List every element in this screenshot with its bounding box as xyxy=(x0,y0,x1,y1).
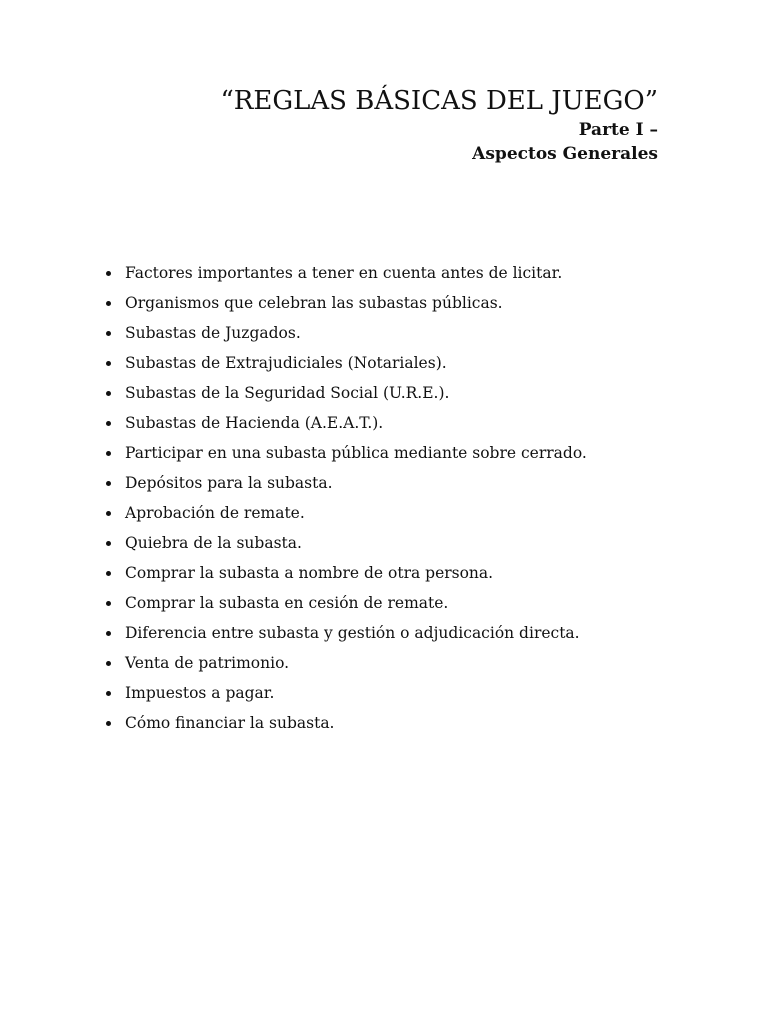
list-item xyxy=(106,438,706,468)
list-item-text: Factores importantes a tener en cuenta antes de licitar. xyxy=(125,264,563,282)
list-item-text: Comprar la subasta en cesión de remate. xyxy=(125,594,449,612)
list-item xyxy=(106,258,706,288)
list-item xyxy=(106,678,706,708)
document-subtitle-section: Aspectos Generales xyxy=(472,144,658,164)
list-item xyxy=(106,348,706,378)
list-item-text: Diferencia entre subasta y gestión o adjudicación directa. xyxy=(125,624,580,642)
bullet-icon xyxy=(106,301,111,306)
title-block xyxy=(221,84,659,166)
list-item xyxy=(106,498,706,528)
list-item xyxy=(106,588,706,618)
list-item-text: Subastas de Extrajudiciales (Notariales). xyxy=(125,354,447,372)
bullet-icon xyxy=(106,721,111,726)
list-item xyxy=(106,468,706,498)
bullet-icon xyxy=(106,271,111,276)
bullet-icon xyxy=(106,391,111,396)
list-item xyxy=(106,708,706,738)
list-item xyxy=(106,408,706,438)
bullet-icon xyxy=(106,601,111,606)
bullet-icon xyxy=(106,631,111,636)
list-item xyxy=(106,288,706,318)
bullet-icon xyxy=(106,361,111,366)
bullet-icon xyxy=(106,511,111,516)
bullet-icon xyxy=(106,571,111,576)
bullet-icon xyxy=(106,661,111,666)
list-item-text: Comprar la subasta a nombre de otra persona. xyxy=(125,564,494,582)
list-item-text: Participar en una subasta pública mediante sobre cerrado. xyxy=(125,444,587,462)
list-item-text: Subastas de la Seguridad Social (U.R.E.). xyxy=(125,384,450,402)
list-item xyxy=(106,618,706,648)
list-item-text: Quiebra de la subasta. xyxy=(125,534,302,552)
list-item xyxy=(106,528,706,558)
bullet-icon xyxy=(106,691,111,696)
bullet-icon xyxy=(106,331,111,336)
list-item-text: Aprobación de remate. xyxy=(125,504,305,522)
list-item-text: Organismos que celebran las subastas públicas. xyxy=(125,294,503,312)
list-item-text: Subastas de Hacienda (A.E.A.T.). xyxy=(125,414,384,432)
list-item-text: Cómo financiar la subasta. xyxy=(125,714,335,732)
list-item xyxy=(106,318,706,348)
list-item-text: Subastas de Juzgados. xyxy=(125,324,301,342)
bullet-icon xyxy=(106,481,111,486)
list-item xyxy=(106,648,706,678)
list-item-text: Impuestos a pagar. xyxy=(125,684,275,702)
bullet-icon xyxy=(106,421,111,426)
document-subtitle-part: Parte I – xyxy=(578,120,658,140)
list-item xyxy=(106,558,706,588)
list-item-text: Venta de patrimonio. xyxy=(125,654,290,672)
document-title: “REGLAS BÁSICAS DEL JUEGO” xyxy=(220,86,658,116)
bullet-icon xyxy=(106,541,111,546)
topic-list xyxy=(106,258,706,738)
list-item xyxy=(106,378,706,408)
list-item-text: Depósitos para la subasta. xyxy=(125,474,333,492)
bullet-icon xyxy=(106,451,111,456)
